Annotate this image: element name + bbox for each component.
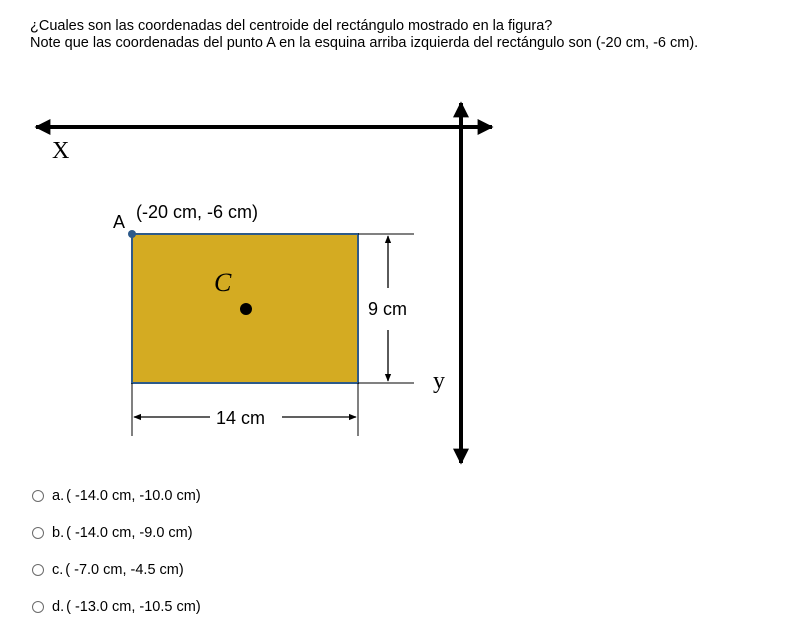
- point-a-marker: [128, 230, 136, 238]
- point-a-coordinates: (-20 cm, -6 cm): [136, 202, 259, 222]
- width-label: 14 cm: [216, 408, 266, 428]
- option-d-letter: d.: [52, 599, 65, 615]
- y-axis-label: y: [433, 368, 445, 394]
- radio-button-a[interactable]: [32, 490, 44, 502]
- option-a-letter: a.: [52, 488, 65, 504]
- option-b[interactable]: [32, 521, 201, 545]
- question-line-2: Note que las coordenadas del punto A en la esquina arriba izquierda del rectángulo son (-20 cm, -6 cm).: [30, 35, 699, 51]
- centroid-point: [240, 303, 252, 315]
- option-d[interactable]: [32, 595, 201, 619]
- radio-button-b[interactable]: [32, 527, 44, 539]
- radio-button-c[interactable]: [32, 564, 44, 576]
- option-a[interactable]: [32, 484, 201, 508]
- option-a-text: ( -14.0 cm, -10.0 cm): [66, 488, 201, 504]
- option-b-text: ( -14.0 cm, -9.0 cm): [66, 525, 193, 541]
- option-b-letter: b.: [52, 525, 65, 541]
- option-d-text: ( -13.0 cm, -10.5 cm): [66, 599, 201, 615]
- point-a-label: A: [113, 212, 126, 232]
- option-c-letter: c.: [52, 562, 64, 578]
- x-axis-label: X: [52, 138, 70, 164]
- answer-options: [32, 484, 201, 632]
- option-c[interactable]: [32, 558, 201, 582]
- option-c-text: ( -7.0 cm, -4.5 cm): [65, 562, 184, 578]
- radio-button-d[interactable]: [32, 601, 44, 613]
- height-label: 9 cm: [368, 299, 408, 319]
- centroid-label: C: [214, 268, 232, 297]
- question-line-1: ¿Cuales son las coordenadas del centroide del rectángulo mostrado en la figura?: [30, 18, 553, 34]
